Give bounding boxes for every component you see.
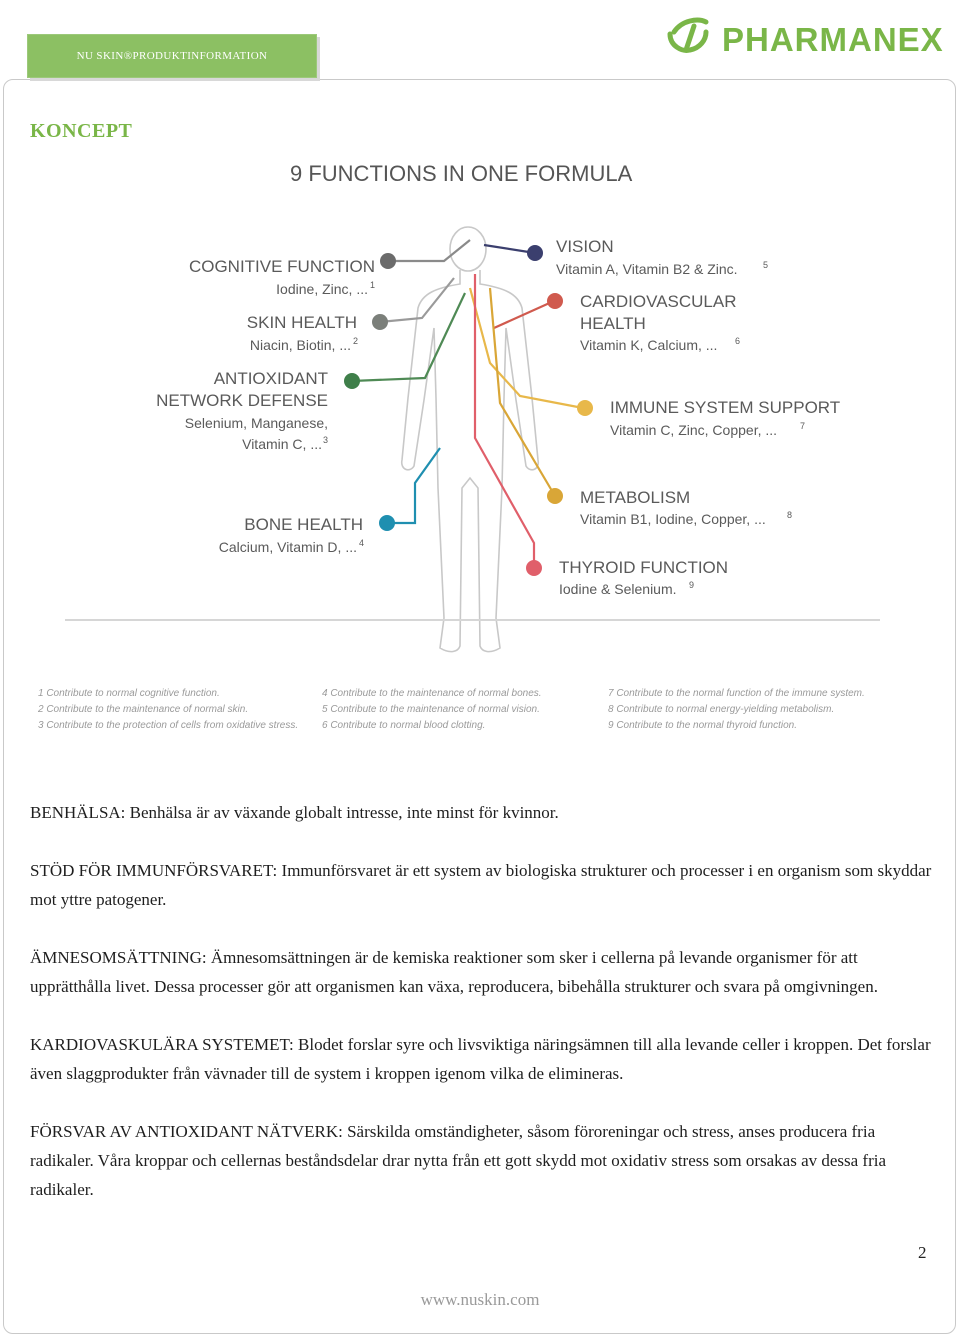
section-title: KONCEPT: [30, 120, 133, 142]
cardio-ref: 6: [735, 336, 741, 346]
connector-bone: [387, 448, 440, 523]
metabolism-ref: 8: [787, 510, 793, 520]
footnote-7: 7 Contribute to the normal function of the immune system.: [608, 688, 865, 699]
header-tab: [27, 34, 317, 78]
cardio-title-line2: HEALTH: [580, 314, 646, 333]
thyroid-nutrients: Iodine & Selenium.: [559, 581, 677, 597]
leaf-icon: [670, 20, 706, 50]
footnote-9: 9 Contribute to the normal thyroid function.: [608, 720, 797, 731]
skin-title: SKIN HEALTH: [246, 313, 357, 332]
immune-title: IMMUNE SYSTEM SUPPORT: [610, 398, 841, 417]
connector-antioxidant: [352, 293, 465, 381]
figure-title: 9 FUNCTIONS IN ONE FORMULA: [290, 161, 633, 186]
brand-name: PHARMANEX: [722, 21, 944, 56]
footnote-3: 3 Contribute to the protection of cells from oxidative stress.: [38, 720, 299, 731]
immune-icon: [577, 400, 593, 416]
cardio-title-line1: CARDIOVASCULAR: [580, 292, 737, 311]
footer-url[interactable]: www.nuskin.com: [420, 1290, 540, 1309]
footnote-8: 8 Contribute to normal energy-yielding metabolism.: [608, 704, 835, 715]
thyroid-ref: 9: [689, 580, 695, 590]
antioxidant-title-line2: NETWORK DEFENSE: [156, 391, 328, 410]
paragraph-cardiovascular: KARDIOVASKULÄRA SYSTEMET: Blodet forslar syre och livsviktiga näringsämnen till alla levande celler i kroppen. Det forslar även slaggprodukter från vävnader till de system i kroppen igenom vilka de elimineras.: [30, 1035, 931, 1083]
cognitive-nutrients: Iodine, Zinc, ...: [276, 281, 368, 297]
cognitive-icon: [380, 253, 396, 269]
immune-ref: 7: [800, 421, 806, 431]
footnote-1: 1 Contribute to normal cognitive function.: [38, 688, 220, 699]
metabolism-nutrients: Vitamin B1, Iodine, Copper, ...: [580, 511, 766, 527]
antioxidant-ref: 3: [322, 435, 328, 445]
connector-thyroid: [475, 274, 534, 568]
paragraph-bone-health: BENHÄLSA: Benhälsa är av växande globalt intresse, inte minst för kvinnor.: [30, 803, 559, 822]
skin-ref: 2: [352, 336, 358, 346]
page-number: 2: [918, 1243, 927, 1262]
cardio-nutrients: Vitamin K, Calcium, ...: [580, 337, 718, 353]
immune-nutrients: Vitamin C, Zinc, Copper, ...: [610, 422, 778, 438]
bone-title: BONE HEALTH: [244, 515, 363, 534]
metabolism-icon: [547, 488, 563, 504]
antioxidant-title-line1: ANTIOXIDANT: [213, 369, 328, 388]
paragraph-metabolism: ÄMNESOMSÄTTNING: Ämnesomsättningen är de kemiska reaktioner som sker i cellerna på levande organismer för att upprätthålla livet. Dessa processer gör att organismen kan växa, reproducera, bibehålla strukturer och svara på omgivningen.: [30, 948, 878, 996]
body-text: [30, 798, 935, 1233]
footnote-4: 4 Contribute to the maintenance of normal bones.: [322, 688, 542, 699]
header-tab-label: NU SKIN®PRODUKTINFORMATION: [76, 50, 268, 62]
skin-nutrients: Niacin, Biotin, ...: [249, 337, 351, 353]
vision-ref: 5: [763, 260, 769, 270]
connector-cognitive: [388, 240, 470, 261]
vision-icon: [527, 245, 543, 261]
thyroid-title: THYROID FUNCTION: [559, 558, 729, 577]
antioxidant-nutrients-line1: Selenium, Manganese,: [184, 415, 328, 431]
paragraph-immune: STÖD FÖR IMMUNFÖRSVARET: Immunförsvaret är ett system av biologiska strukturer och processer i en organism som skyddar mot yttre patogener.: [30, 861, 932, 909]
cardio-icon: [547, 293, 563, 309]
antioxidant-nutrients-line2: Vitamin C, ...: [242, 436, 322, 452]
cognitive-ref: 1: [369, 280, 375, 290]
cognitive-title: COGNITIVE FUNCTION: [188, 257, 375, 276]
functions-figure: [30, 148, 930, 748]
vision-nutrients: Vitamin A, Vitamin B2 & Zinc.: [556, 261, 738, 277]
paragraph-antioxidant: FÖRSVAR AV ANTIOXIDANT NÄTVERK: Särskilda omständigheter, såsom föroreningar och stress, anses producera fria radikaler. Våra kroppar och cellernas beståndsdelar drar nytta från ett gott skydd mot oxidativ stress som orsakas av dessa fria radikaler.: [30, 1122, 887, 1199]
skin-icon: [372, 314, 388, 330]
metabolism-title: METABOLISM: [580, 488, 691, 507]
footnote-6: 6 Contribute to normal blood clotting.: [322, 720, 486, 731]
bone-nutrients: Calcium, Vitamin D, ...: [218, 539, 357, 555]
pharmanex-logo: [664, 12, 954, 56]
thyroid-icon: [526, 560, 542, 576]
antioxidant-icon: [344, 373, 360, 389]
vision-title: VISION: [556, 237, 614, 256]
bone-ref: 4: [358, 538, 364, 548]
footnote-2: 2 Contribute to the maintenance of normal skin.: [38, 704, 249, 715]
bone-icon: [379, 515, 395, 531]
footnote-5: 5 Contribute to the maintenance of normal vision.: [322, 704, 540, 715]
